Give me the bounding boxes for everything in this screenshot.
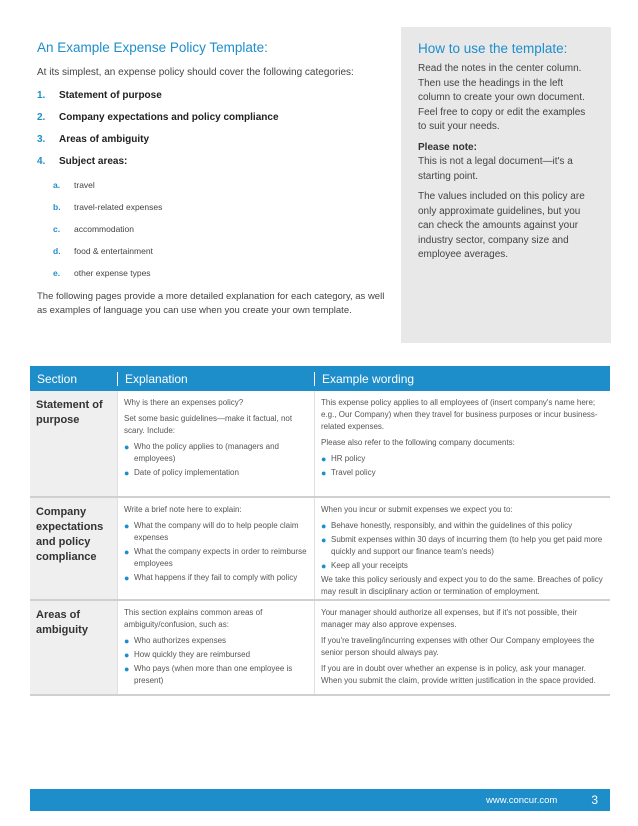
bullet-text: Date of policy implementation: [134, 468, 239, 477]
bullet-text: Behave honestly, responsibly, and within the guidelines of this policy: [331, 521, 573, 530]
category-item: [37, 156, 385, 178]
bullet-text: Who the policy applies to (managers and employees): [134, 442, 279, 463]
note-text: This is not a legal document—it's a starting point.: [418, 156, 573, 182]
page-title: An Example Expense Policy Template:: [37, 40, 268, 55]
subject-item: [53, 222, 385, 244]
explanation-text: Write a brief note here to explain:: [124, 505, 242, 514]
row-explanation: [117, 601, 314, 694]
category-item: [37, 90, 385, 112]
category-list: [37, 90, 385, 178]
category-number: 4.: [37, 156, 46, 167]
subject-label: food & entertainment: [74, 246, 153, 256]
row-section: Company expectations and policy compliance: [30, 498, 117, 599]
bullet-icon: ●: [124, 521, 130, 531]
category-item: [37, 134, 385, 156]
how-to-panel: [401, 27, 611, 343]
bullet-item: [124, 441, 308, 465]
row-example: [314, 391, 610, 496]
bullet-text: What the company expects in order to reimburse employees: [134, 547, 307, 568]
bullet-item: [321, 453, 604, 465]
bullet-text: HR policy: [331, 454, 366, 463]
example-text: We take this policy seriously and expect you to do the same. Breaches of policy may result in disciplinary action or termination of employment.: [321, 575, 603, 596]
bullet-text: Keep all your receipts: [331, 561, 408, 570]
row-section: Areas of ambiguity: [30, 601, 117, 694]
row-explanation: [117, 391, 314, 496]
subject-letter: e.: [53, 268, 61, 278]
bullet-item: [321, 560, 604, 572]
example-text: Please also refer to the following company documents:: [321, 438, 515, 447]
category-number: 3.: [37, 134, 46, 145]
subject-label: accommodation: [74, 224, 135, 234]
bullet-text: What happens if they fail to comply with policy: [134, 573, 298, 582]
subject-letter: c.: [53, 224, 61, 234]
bullet-icon: ●: [124, 573, 130, 583]
bullet-item: [321, 534, 604, 558]
page-number: 3: [591, 793, 598, 807]
table-header: [30, 366, 610, 391]
subject-item: [53, 178, 385, 200]
bullet-icon: ●: [321, 561, 327, 571]
intro-text: At its simplest, an expense policy should cover the following categories:: [37, 67, 354, 78]
bullet-item: [124, 649, 308, 661]
header-example-wording: Example wording: [314, 372, 610, 386]
category-number: 2.: [37, 112, 46, 123]
bullet-item: [124, 467, 308, 479]
policy-table: [30, 366, 610, 696]
bullet-item: [124, 663, 308, 687]
note-values-text: The values included on this policy are only approximate guidelines, but you can check the amounts against your industry sector, company size and employee averages.: [418, 191, 585, 260]
explanation-text: Set some basic guidelines—make it factual, not scary. Include:: [124, 414, 293, 435]
row-explanation: [117, 498, 314, 599]
bullet-icon: ●: [124, 442, 130, 452]
subject-item: [53, 200, 385, 222]
category-number: 1.: [37, 90, 46, 101]
bullet-item: [321, 467, 604, 479]
table-row: [30, 391, 610, 498]
table-row: [30, 601, 610, 696]
bullet-item: [124, 546, 308, 570]
note-heading: Please note:: [418, 141, 477, 153]
subject-label: travel-related expenses: [74, 202, 163, 212]
bullet-icon: ●: [124, 650, 130, 660]
category-item: [37, 112, 385, 134]
bullet-text: What the company will do to help people claim expenses: [134, 521, 299, 542]
subject-label: travel: [74, 180, 95, 190]
bullet-icon: ●: [321, 535, 327, 545]
bullet-item: [321, 520, 604, 532]
bullet-icon: ●: [124, 636, 130, 646]
subject-letter: d.: [53, 246, 61, 256]
footer-url-link[interactable]: www.concur.com: [486, 794, 558, 806]
bullet-item: [124, 520, 308, 544]
row-section: Statement of purpose: [30, 391, 117, 496]
category-label: Company expectations and policy compliance: [59, 112, 279, 123]
outro-text: The following pages provide a more detailed explanation for each category, as well as examples of language you can use when you create your own template.: [37, 291, 385, 316]
how-to-instructions: Read the notes in the center column. Then use the headings in the left column to create your own document. Feel free to copy or edit the examples to suit your needs.: [418, 63, 586, 132]
bullet-text: Who authorizes expenses: [134, 636, 227, 645]
intro-column: [37, 40, 385, 318]
subject-label: other expense types: [74, 268, 151, 278]
category-label: Statement of purpose: [59, 90, 162, 101]
table-row: [30, 498, 610, 601]
subject-letter: a.: [53, 180, 61, 190]
bullet-icon: ●: [124, 468, 130, 478]
bullet-text: Who pays (when more than one employee is present): [134, 664, 293, 685]
page-footer: [30, 789, 610, 811]
subject-item: [53, 244, 385, 266]
subject-item: [53, 266, 385, 288]
header-explanation: Explanation: [117, 372, 314, 386]
bullet-icon: ●: [124, 547, 130, 557]
example-text: This expense policy applies to all employees of (insert company's name here; e.g., Our Company) when they travel for business purposes or incur business-related expenses.: [321, 398, 598, 431]
bullet-item: [124, 572, 308, 584]
example-text: Your manager should authorize all expenses, but if it's not possible, their manager may also approve expenses.: [321, 608, 578, 629]
explanation-text: Why is there an expenses policy?: [124, 398, 244, 407]
header-section: Section: [37, 371, 78, 386]
example-text: If you are in doubt over whether an expense is in policy, ask your manager. When you submit the claim, provide written justification in the space provided.: [321, 664, 596, 685]
category-label: Areas of ambiguity: [59, 134, 150, 145]
row-example: [314, 601, 610, 694]
bullet-text: Submit expenses within 30 days of incurring them (to help you get paid more quickly and support our finance team's needs): [331, 535, 603, 556]
bullet-icon: ●: [321, 468, 327, 478]
bullet-text: Travel policy: [331, 468, 376, 477]
how-to-title: How to use the template:: [418, 41, 568, 56]
bullet-item: [124, 635, 308, 647]
category-label: Subject areas:: [59, 156, 128, 167]
subject-letter: b.: [53, 202, 61, 212]
bullet-icon: ●: [321, 454, 327, 464]
example-text: When you incur or submit expenses we expect you to:: [321, 505, 513, 514]
subject-list: [37, 178, 385, 288]
explanation-text: This section explains common areas of ambiguity/confusion, such as:: [124, 608, 263, 629]
bullet-icon: ●: [321, 521, 327, 531]
row-example: [314, 498, 610, 599]
bullet-icon: ●: [124, 664, 130, 674]
bullet-text: How quickly they are reimbursed: [134, 650, 251, 659]
example-text: If you're traveling/incurring expenses with other Our Company employees the senior person should always pay.: [321, 636, 595, 657]
